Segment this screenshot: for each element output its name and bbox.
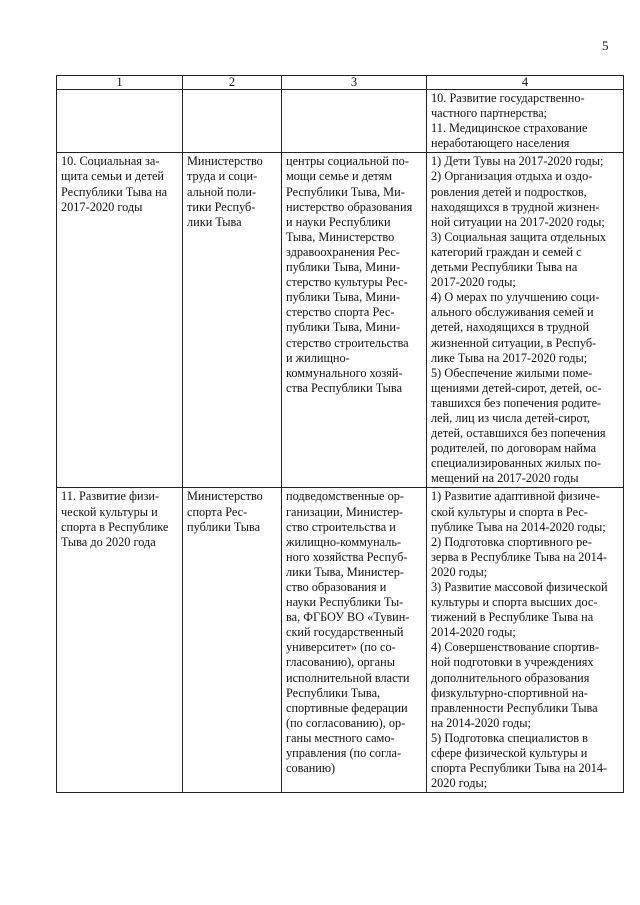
co-executors: центры социальной по- мощи семье и детям Республики Тыва, Ми- нистерство образования и науки Республики Тыва, Министерство здравоохранения Рес- публики Тыва, Мини- стерство культуры Рес- публики Тыва, Мини- стерство спорта Рес- публики Тыва, Мини- стерство строительства и жилищно- коммунального хозяй- ства Республики Тыва xyxy=(286,154,413,395)
responsible-executor-cell xyxy=(183,90,282,153)
header-col-3: 3 xyxy=(282,76,427,90)
subprograms: 1) Дети Тувы на 2017-2020 годы; 2) Организация отдыха и оздо- ровления детей и подростков, находящихся в трудной жизнен- ной ситуации на 2017-2020 годы; 3) Социальная защита отдельных категорий граждан и семей с детьми Республики Тыва на 2017-2020 годы; 4) О мерах по улучшению соци- ального обслуживания семей и детей, находящихся в трудной жизненной ситуации, в Респуб- лике Тыва на 2017-2020 годы; 5) Обеспечение жилыми поме- щениями детей-сирот, детей, ос- тавшихся без попечения родите- лей, лиц из числа детей-сирот, детей, оставшихся без попечения родителей, по договорам найма специализированных жилых по- мещений на 2017-2020 годы xyxy=(431,154,606,486)
subprograms-cell xyxy=(427,153,624,488)
responsible-executor-cell xyxy=(183,153,282,488)
responsible-executor: Министерство труда и соци- альной поли- тики Респуб- лики Тыва xyxy=(187,154,263,229)
subprograms: 1) Развитие адаптивной физиче- ской культуры и спорта в Рес- публике Тыва на 2014-2020 годы; 2) Подготовка спортивного ре- зерва в Республике Тыва на 2014- 2020 годы; 3) Развитие массовой физической культуры и спорта высших дос- тижений в Республике Тыва на 2014-2020 годы; 4) Совершенствование спортив- ной подготовки в учреждениях дополнительного образования физкультурно-спортивной на- правленности Республики Тыва на 2014-2020 годы; 5) Подготовка специалистов в сфере физической культуры и спорта Республики Тыва на 2014- 2020 годы; xyxy=(431,489,608,791)
responsible-executor-cell xyxy=(183,488,282,793)
co-executors-cell xyxy=(282,90,427,153)
program-name-cell xyxy=(57,90,183,153)
table-row xyxy=(57,488,624,793)
program-name-cell xyxy=(57,153,183,488)
program-name: 10. Социальная за- щита семьи и детей Республики Тыва на 2017-2020 годы xyxy=(61,154,168,214)
header-col-2: 2 xyxy=(183,76,282,90)
co-executors-cell xyxy=(282,153,427,488)
co-executors: подведомственные ор- ганизации, Министер- ство строительства и жилищно-коммуналь- ного хозяйства Респуб- лики Тыва, Министер- ство образования и науки Республики Ты- ва, ФГБОУ ВО «Тувин- ский государственный университет» (по со- гласованию), органы исполнительной власти Республики Тыва, спортивные федерации (по согласованию), ор- ганы местного само- управления (по согла- сованию) xyxy=(286,489,410,776)
header-col-4: 4 xyxy=(427,76,624,90)
table-row xyxy=(57,153,624,488)
subprograms-cell xyxy=(427,90,624,153)
table-header-row xyxy=(57,76,624,90)
header-col-1: 1 xyxy=(57,76,183,90)
responsible-executor: Министерство спорта Рес- публики Тыва xyxy=(187,489,263,534)
program-name-cell xyxy=(57,488,183,793)
co-executors-cell xyxy=(282,488,427,793)
programs-table xyxy=(56,75,624,793)
subprograms-cell xyxy=(427,488,624,793)
program-name: 11. Развитие физи- ческой культуры и спорта в Республике Тыва до 2020 года xyxy=(61,489,169,549)
subprograms: 10. Развитие государственно- частного партнерства; 11. Медицинское страхование неработающего населения xyxy=(431,91,588,151)
page-number: 5 xyxy=(602,38,609,53)
table-row xyxy=(57,90,624,153)
